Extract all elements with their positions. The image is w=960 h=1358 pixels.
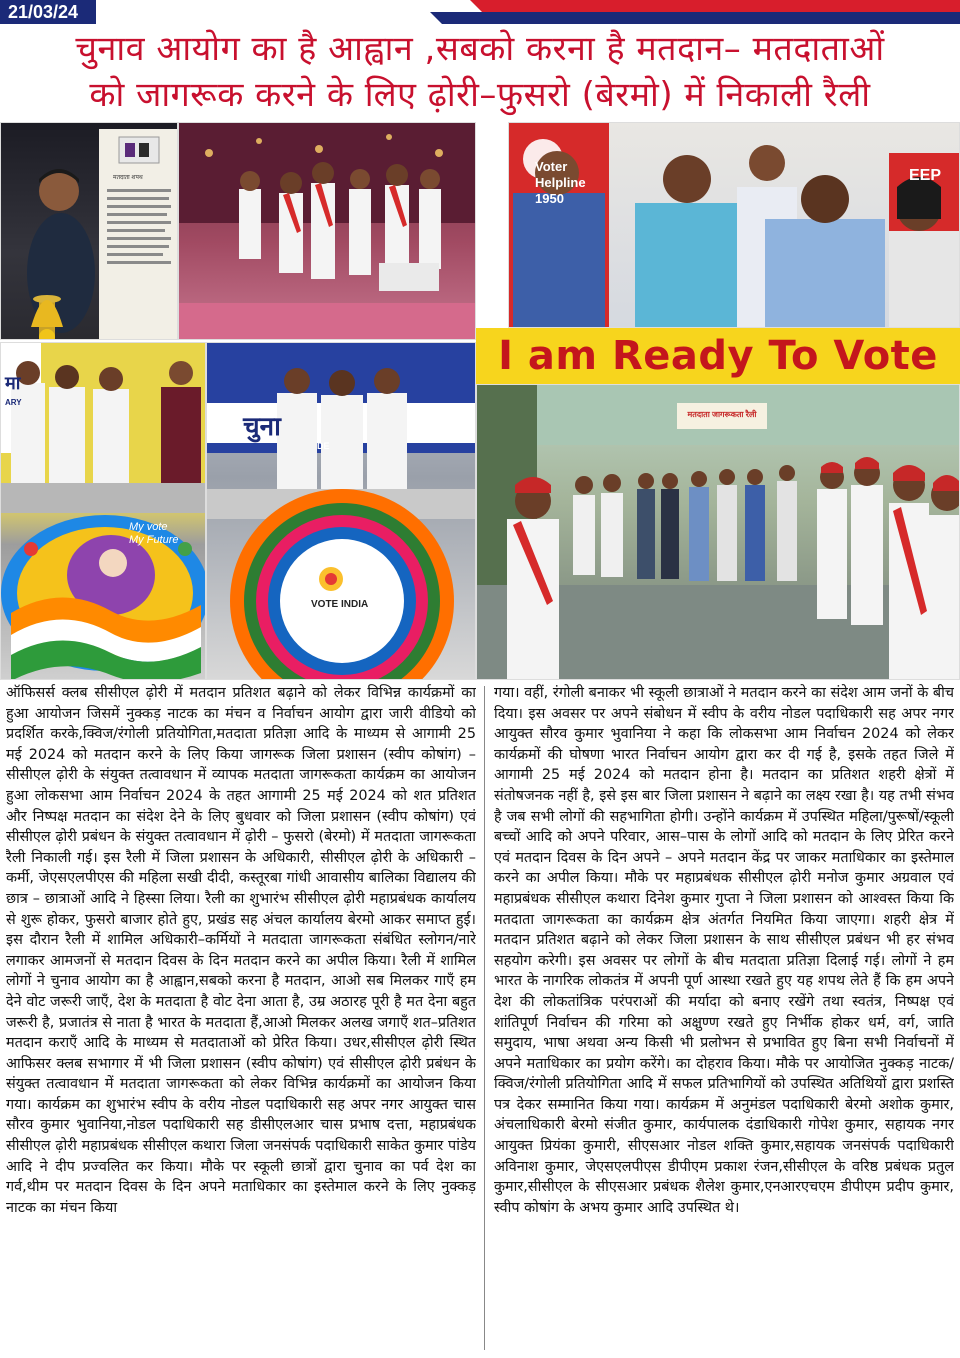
headline-line-1: चुनाव आयोग का है आह्वान ,सबको करना है मतदान– मतदाताओं (75, 29, 885, 69)
rangoli-text-line2: My Future (129, 534, 179, 546)
red-stripe (470, 0, 960, 12)
pledge-board-title: मतदाता शपथ (113, 175, 143, 181)
voter-helpline-sign (535, 159, 586, 207)
rangoli-vote-india-text: VOTE INDIA (311, 599, 369, 610)
voter-helpline-line2: Helpline (535, 175, 586, 190)
photo-lamp-lighting-art (1, 123, 178, 340)
photo-rangoli-my-vote (0, 342, 206, 680)
rangoli-my-vote-text (129, 521, 179, 547)
sveep-sign: EEP (909, 167, 942, 184)
p5-sign: चुना (243, 411, 281, 441)
photo-rangoli-vote-india (206, 342, 476, 680)
photo-rangoli-my-vote-art (1, 343, 206, 680)
column-divider (484, 686, 485, 1350)
voter-helpline-line3: 1950 (535, 191, 564, 206)
article-column-2: गया। वहीं, रंगोली बनाकर भी स्कूली छात्राओं ने मतदान करने का संदेश आम जनों के बीच दिया। इस अवसर पर अपने संबोधन में स्वीप के वरीय नोडल पदाधिकारी सह अपर नगर आयुक्त सौरव कुमार भुवानिया ने कहा कि लोकसभा आम निर्वाचन 2024 को लेकर कार्यक्रमों की घोषणा भारत निर्वाचन आयोग द्वारा कर दी गई है, इसके तहत जिले में आगामी 25 मई 2024 को मतदान होना है। मतदान का प्रतिशत शहरी क्षेत्रों में संतोषजनक नहीं है, इसे इस बार जिला प्रशासन ने बढ़ाने का लक्ष्य रखा है। यह तभी संभव है जब सभी लोगों की सहभागिता होगी। उन्होंने कार्यक्रम में उपस्थित महिला/पुरूषों/स्कूली बच्चों आदि को अपने परिवार, आस–पास के लोगों आदि को मतदान के लिए प्रेरित करने एवं मतदान दिवस के दिन अपने – अपने मतदान केंद्र पर जाकर मताधिकार का इस्तेमाल करने का अपील किया। मौके पर महाप्रबंधक सीसीएल ढ़ोरी मनोज कुमार अग्रवाल एवं महाप्रबंधक सीसीएल कथारा दिनेश कुमार गुप्ता ने जिला प्रशासन को आश्वस्त किया कि मतदाता जागरूकता का कार्यक्रम क्षेत्र अंतर्गत नियमित किया जाएगा। शहरी क्षेत्र में मतदान प्रतिशत बढ़ाने को लेकर जिला प्रशासन के साथ सीसीएल प्रबंधन भी हर संभव सहयोग करेगी। इस अवसर पर लोगों के बीच मतदाता प्रतिज्ञा दिलाई गई। लोगों ने हम भारत के नागरिक लोकतंत्र में अपनी पूर्ण आस्था रखते हुए यह शपथ लेते हैं कि हम अपने देश की लोकतांत्रिक परंपराओं की मर्यादा को बनाए रखेंगे तथा स्वतंत्र, निष्पक्ष एवं शांतिपूर्ण निर्वाचन की गरिमा को अक्षुण्ण रखते हुए निर्भीक होकर धर्म, वर्ग, जाति समुदाय, भाषा अथवा अन्य किसी भी प्रलोभन से प्रभावित हुए बिना सभी निर्वाचनों में अपने मताधिकार का प्रयोग करेंगे। का दोहराव किया। मौके पर आयोजित नुक्कड़ नाटक/क्विज/रंगोली प्रतियोगिता आदि में सफल प्रतिभागियों को उपस्थित अतिथियों द्वारा प्रशस्ति पत्र देकर सम्मानित किया गया। कार्यक्रम में अनुमंडल पदाधिकारी बेरमो अशोक कुमार, अंचलाधिकारी बेरमो संजीत कुमार, कार्यपालक दंडाधिकारी गोपेश कुमार, सहायक नगर आयुक्त प्रियंका कुमारी, सीएसआर नोडल शक्ति कुमार,सहायक जनसंपर्क पदाधिकारी अविनाश कुमार, जेएसएलपीएस डीपीएम प्रकाश रंजन,सीसीएल के वरिष्ठ प्रबंधक प्रतुल कुमार,सीसीएल के सीएसआर प्रबंधक शैलेश कुमार,एनआरएचएम डीपीएम प्रदीप कुमार, स्वीप कोषांग के अभय कुमार आदि उपस्थित थे। (494, 685, 954, 1216)
photo-lamp-lighting (0, 122, 178, 340)
headline (0, 26, 960, 118)
date-label: 21/03/24 (0, 0, 96, 24)
photo-officials-group (508, 122, 960, 328)
rangoli-text-line1: My vote (129, 521, 168, 533)
p4-sign (5, 373, 22, 413)
top-bar (0, 0, 960, 24)
photo-rally (476, 384, 960, 680)
photo-stage-students-art (179, 123, 476, 340)
p4-sign-line2: ARY (5, 398, 22, 407)
photo-stage-students (178, 122, 476, 340)
voter-helpline-line1: Voter (535, 159, 568, 174)
headline-line-2: को जागरूक करने के लिए ढ़ोरी–फुसरो (बेरमो) में निकाली रैली (89, 75, 871, 115)
photo-officials-group-art (509, 123, 960, 328)
article-column-1: ऑफिसर्स क्लब सीसीएल ढ़ोरी में मतदान प्रतिशत बढ़ाने को लेकर विभिन्न कार्यक्रमों का हुआ आयोजन जिसमें नुक्कड़ नाटक का मंचन व निर्वाचन आयोग द्वारा जारी वीडियो को प्रदर्शित करके,क्विज/रंगोली प्रतियोगिता,मतदाता प्रतिज्ञा आदि के माध्यम से आगामी 25 मई 2024 को मतदान करने के लिए किया जागरूक जिला प्रशासन (स्वीप कोषांग) – सीसीएल ढ़ोरी के संयुक्त तत्वावधान में व्यापक मतदाता जागरूकता कार्यक्रम का आयोजन हुआ लोकसभा आम निर्वाचन 2024 के तहत आगामी 25 मई 2024 को शत प्रतिशत और निष्पक्ष मतदान का संदेश देने के लिए बुधवार को जिला प्रशासन (स्वीप कोषांग) एवं सीसीएल ढ़ोरी प्रबंधन के संयुक्त तत्वावधान में ढ़ोरी – फुसरो (बेरमो) में मतदाता जागरूकता रैली निकाली गई। इस रैली में जिला प्रशासन के अधिकारी, सीसीएल ढ़ोरी के अधिकारी –कर्मी, जेएसएलपीएस की महिला सखी दीदी, कस्तूरबा गांधी आवासीय बालिका विद्यालय की छात्र – छात्राओं आदि ने हिस्सा लिया। रैली का शुभारंभ सीसीएल ढ़ोरी महाप्रबंधक कार्यालय से शुरू होकर, फुसरो बाजार होते हुए, प्रखंड सह अंचल कार्यालय बेरमो आकर समाप्त हुई। इस दौरान रैली में शामिल अधिकारी–कर्मियों ने मतदाता जागरूकता संबंधित स्लोगन/नारे लगाकर आमजनों से मतदान दिवस के दिन मतदान करने का अपील किया। रैली में शामिल लोगों ने चुनाव आयोग का है आह्वान,सबको करना है मतदान, आओ सब मिलकर गाएँ हम देने वोट जरूरी जाएँ, देश के मतदाता है वोट देना आता है, उम्र अठारह पूरी है मत देना बहुत जरूरी है, प्रजातंत्र से नाता है भारत के मतदाता हैं,आओ मिलकर अलख जगाएँ शत–प्रतिशत मतदान कराएँ आदि के माध्यम से मतदाताओं को प्रेरित किया। उधर,सीसीएल ढ़ोरी स्थित आफिसर क्लब सभागार में भी जिला प्रशासन (स्वीप कोषांग) एवं सीसीएल ढ़ोरी प्रबंधन के संयुक्त तत्वावधान में मतदाता जागरूकता को लेकर विभिन्न कार्यक्रमों का आयोजन किया गया। कार्यक्रम का शुभारंभ स्वीप के वरीय नोडल पदाधिकारी सह अपर नगर आयुक्त चास सौरव कुमार भुवानिया,नोडल पदाधिकारी सह डीसीएलआर चास प्रभाष दत्ता, महाप्रबंधक सीसीएल ढ़ोरी महाप्रबंधक सीसीएल कथारा जिला जनसंपर्क पदाधिकारी साकेत कुमार पांडेय आदि ने दीप प्रज्वलित कर किया। मौके पर स्कूली छात्रों द्वारा चुनाव का पर्व देश का गर्व,थीम पर मतदान दिवस के दिन अपने मताधिकार का इस्तेमाल करने के लिए नुक्कड़ नाटक का मंचन किया (6, 685, 476, 1216)
rally-banner-text: मतदाता जागरूकता रैली (687, 410, 757, 419)
p4-sign-line1: मा (5, 373, 21, 393)
ready-to-vote-banner: I am Ready To Vote (476, 328, 960, 384)
p5-sign-2: DE (317, 441, 330, 451)
photo-rangoli-vote-india-art (207, 343, 476, 680)
photo-rally-art (477, 385, 960, 680)
blue-stripe (430, 12, 960, 24)
